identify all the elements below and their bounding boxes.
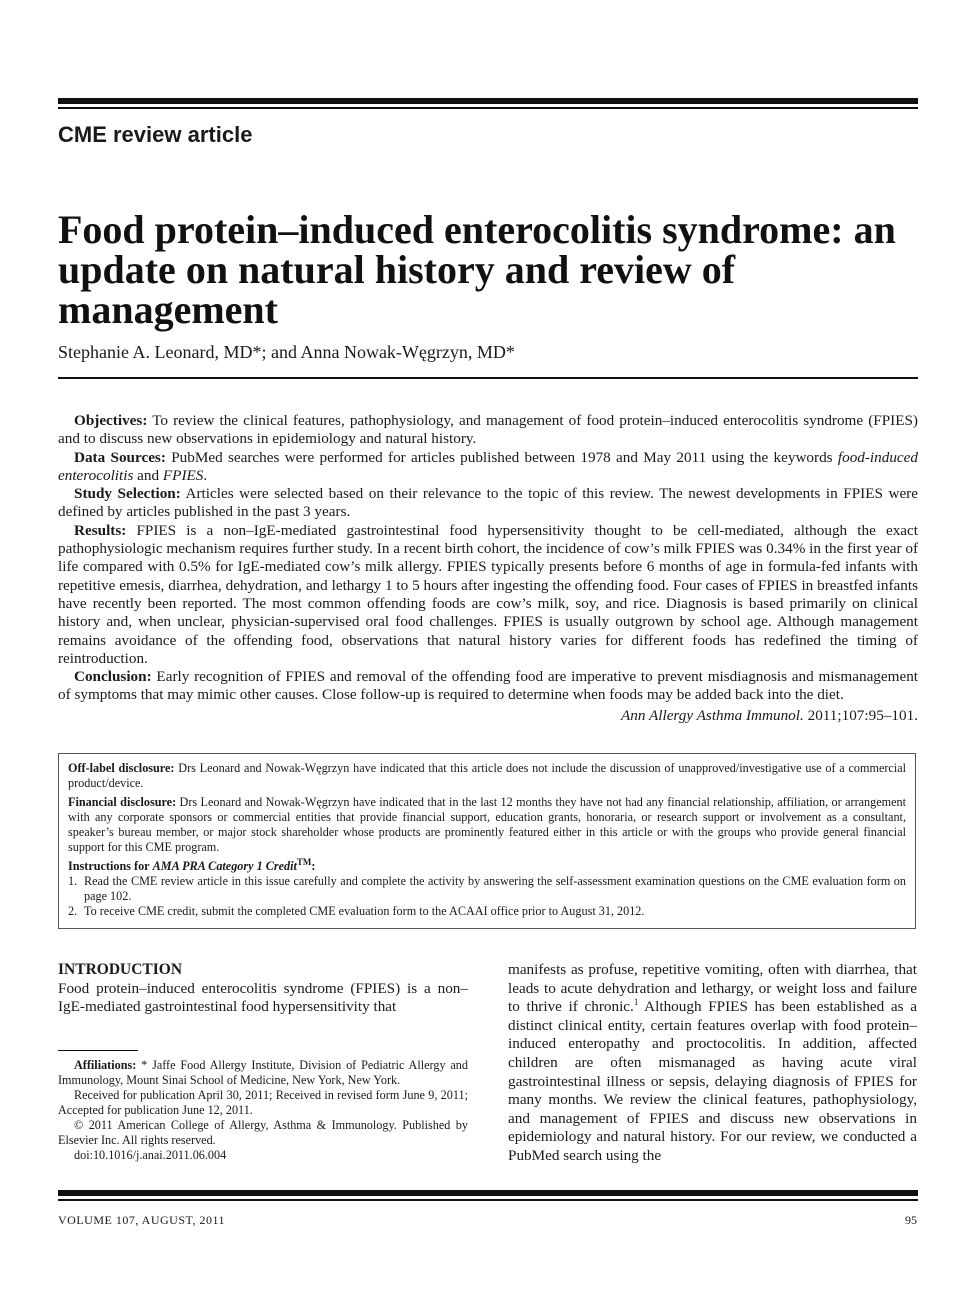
abstract-data-sources: Data Sources: PubMed searches were performed for articles published between 1978 and May 2011 using the keywords food-induced enterocolitis and FPIES. bbox=[58, 448, 919, 484]
doi-footnote: doi:10.1016/j.anai.2011.06.004 bbox=[74, 1148, 227, 1162]
copyright-footnote: © 2011 American College of Allergy, Asthma & Immunology. Published by Elsevier Inc. All rights reserved. bbox=[58, 1118, 468, 1147]
abstract-study-selection bbox=[58, 485, 918, 522]
keyword-2: FPIES bbox=[162, 466, 204, 484]
article-title: Food protein–induced enterocolitis syndrome: an update on natural history and review of management bbox=[58, 207, 896, 332]
financial-text: Drs Leonard and Nowak-Węgrzyn have indicated that in the last 12 months they have not had any financial relationship, affiliation, or arrangement with any corporate sponsors or commercial entities that provide financial support, education grants, honoraria, or research support or involvement as a consultant, speaker’s bureau member, or major stock shareholder whose products are prominently featured either in this article or with the groups who provide general financial support for this CME program. bbox=[68, 795, 907, 854]
conclusion-text: Early recognition of FPIES and removal of the offending food are imperative to prevent misdiagnosis and mismanagement of symptoms that may mimic other causes. Close follow-up is required to determine when foods may be added back into the diet. bbox=[58, 668, 919, 704]
introduction-right-text bbox=[508, 961, 917, 1166]
conclusion-label: Conclusion: bbox=[74, 668, 152, 686]
affiliations-footnote bbox=[58, 1058, 468, 1088]
results-label: Results: bbox=[74, 521, 127, 539]
citation-ref: 2011;107:95–101. bbox=[807, 706, 918, 724]
footnote-rule bbox=[58, 1050, 138, 1051]
offlabel-text: Drs Leonard and Nowak-Węgrzyn have indicated that this article does not include the discussion of unapproved/investigative use of a commercial product/device. bbox=[68, 761, 907, 790]
right-column bbox=[508, 961, 917, 1166]
list-item bbox=[68, 904, 906, 919]
footnotes bbox=[58, 1058, 468, 1163]
affiliations-label: Affiliations: bbox=[74, 1058, 137, 1072]
bottom-thin-rule bbox=[58, 1199, 918, 1201]
author-rule bbox=[58, 377, 918, 379]
objectives-label: Objectives: bbox=[74, 412, 148, 429]
results-text: FPIES is a non–IgE-mediated gastrointestinal food hypersensitivity thought to be cell-mediated, although the exact pathophysiologic mechanism requires further study. In a recent birth cohort, the incidence of cow’s milk FPIES was 0.34% in the first year of life compared with 0.5% for IgE-mediated cow’s milk allergy. FPIES typically presents before 6 months of age in formula-fed infants with repetitive emesis, diarrhea, dehydration, and lethargy 1 to 5 hours after ingesting the offending food. Four cases of FPIES in breastfed infants have recently been reported. The most common offending foods are cow’s milk, soy, and rice. Diagnosis is based primarily on clinical history and, when unclear, physician-supervised oral food challenges. FPIES is usually outgrown by school age. Although management remains avoidance of the offending food, observations that natural history varies for different foods has redefined the timing of reintroduction. bbox=[58, 521, 918, 667]
introduction-heading: INTRODUCTION bbox=[58, 961, 183, 978]
introduction-right-text-2: Although FPIES has been established as a distinct clinical entity, certain features overlap with food protein–induced enteropathy and proctocolitis. In addition, affected children are often mismanaged as having acute viral gastrointestinal illness or sepsis, delaying diagnosis of FPIES for many months. We review the clinical features, pathophysiology, and management of FPIES and discuss new observations in epidemiology and natural history. For our review, we conducted a PubMed search using the bbox=[508, 998, 917, 1164]
footer-volume: VOLUME 107, AUGUST, 2011 bbox=[58, 1213, 225, 1227]
financial-label: Financial disclosure: bbox=[68, 795, 177, 809]
top-thin-rule bbox=[58, 107, 918, 109]
abstract-citation bbox=[58, 707, 918, 725]
instructions-list bbox=[68, 874, 906, 919]
citation-journal: Ann Allergy Asthma Immunol. bbox=[620, 706, 804, 724]
offlabel-label: Off-label disclosure: bbox=[68, 761, 175, 775]
abstract-conclusion bbox=[58, 668, 918, 705]
list-item-text: To receive CME credit, submit the completed CME evaluation form to the ACAAI office prior to August 31, 2012. bbox=[84, 904, 645, 918]
list-item-number: 2. bbox=[68, 904, 78, 918]
footer-page-number: 95 bbox=[905, 1213, 917, 1227]
list-item bbox=[68, 874, 906, 904]
keyword-1: food-induced enterocolitis bbox=[58, 448, 919, 484]
top-thick-rule bbox=[58, 98, 918, 104]
offlabel-disclosure bbox=[68, 761, 906, 791]
instructions-credit: AMA PRA Category 1 Credit bbox=[152, 859, 297, 873]
section-label: CME review article bbox=[58, 122, 253, 147]
affiliations-text: * Jaffe Food Allergy Institute, Division of Pediatric Allergy and Immunology, Mount Sinai School of Medicine, New York, New York. bbox=[58, 1058, 468, 1087]
list-item-text: Read the CME review article in this issue carefully and complete the activity by answering the self-assessment examination questions on the CME evaluation form on page 102. bbox=[84, 874, 906, 903]
received-footnote: Received for publication April 30, 2011; Received in revised form June 9, 2011; Accepted for publication June 12, 2011. bbox=[58, 1088, 468, 1117]
objectives-text: To review the clinical features, pathophysiology, and management of food protein–induced enterocolitis syndrome (FPIES) and to discuss new observations in epidemiology and natural history. bbox=[58, 412, 918, 448]
introduction-left-text: Food protein–induced enterocolitis syndrome (FPIES) is a non–IgE-mediated gastrointestinal food hypersensitivity that bbox=[58, 979, 468, 1016]
instructions-label: Instructions for bbox=[68, 859, 150, 873]
and-word: and bbox=[137, 466, 160, 484]
study-selection-text: Articles were selected based on their relevance to the topic of this review. The newest developments in FPIES were defined by articles published in the past 3 years. bbox=[58, 485, 918, 521]
abstract-objectives bbox=[58, 412, 918, 449]
bottom-thick-rule bbox=[58, 1190, 918, 1196]
financial-disclosure bbox=[68, 795, 906, 855]
data-sources-text: PubMed searches were performed for articles published between 1978 and May 2011 using the keywords bbox=[171, 448, 833, 466]
data-sources-label: Data Sources: bbox=[74, 448, 166, 466]
abstract-results bbox=[58, 522, 918, 668]
study-selection-label: Study Selection: bbox=[74, 485, 181, 503]
instructions-colon: : bbox=[311, 859, 316, 873]
abstract bbox=[58, 412, 918, 725]
article-authors: Stephanie A. Leonard, MD*; and Anna Nowak-Węgrzyn, MD* bbox=[58, 342, 515, 362]
instructions-tm: TM bbox=[296, 856, 312, 867]
left-column bbox=[58, 961, 468, 1017]
list-item-number: 1. bbox=[68, 874, 78, 888]
cme-disclosure-box bbox=[58, 753, 916, 929]
reference-superscript: 1 bbox=[633, 997, 639, 1008]
introduction-right-text-1: manifests as profuse, repetitive vomiting, often with diarrhea, that leads to acute dehydration and lethargy, or weight loss and failure to thrive if chronic. bbox=[508, 961, 917, 1016]
instructions-heading bbox=[68, 856, 906, 874]
